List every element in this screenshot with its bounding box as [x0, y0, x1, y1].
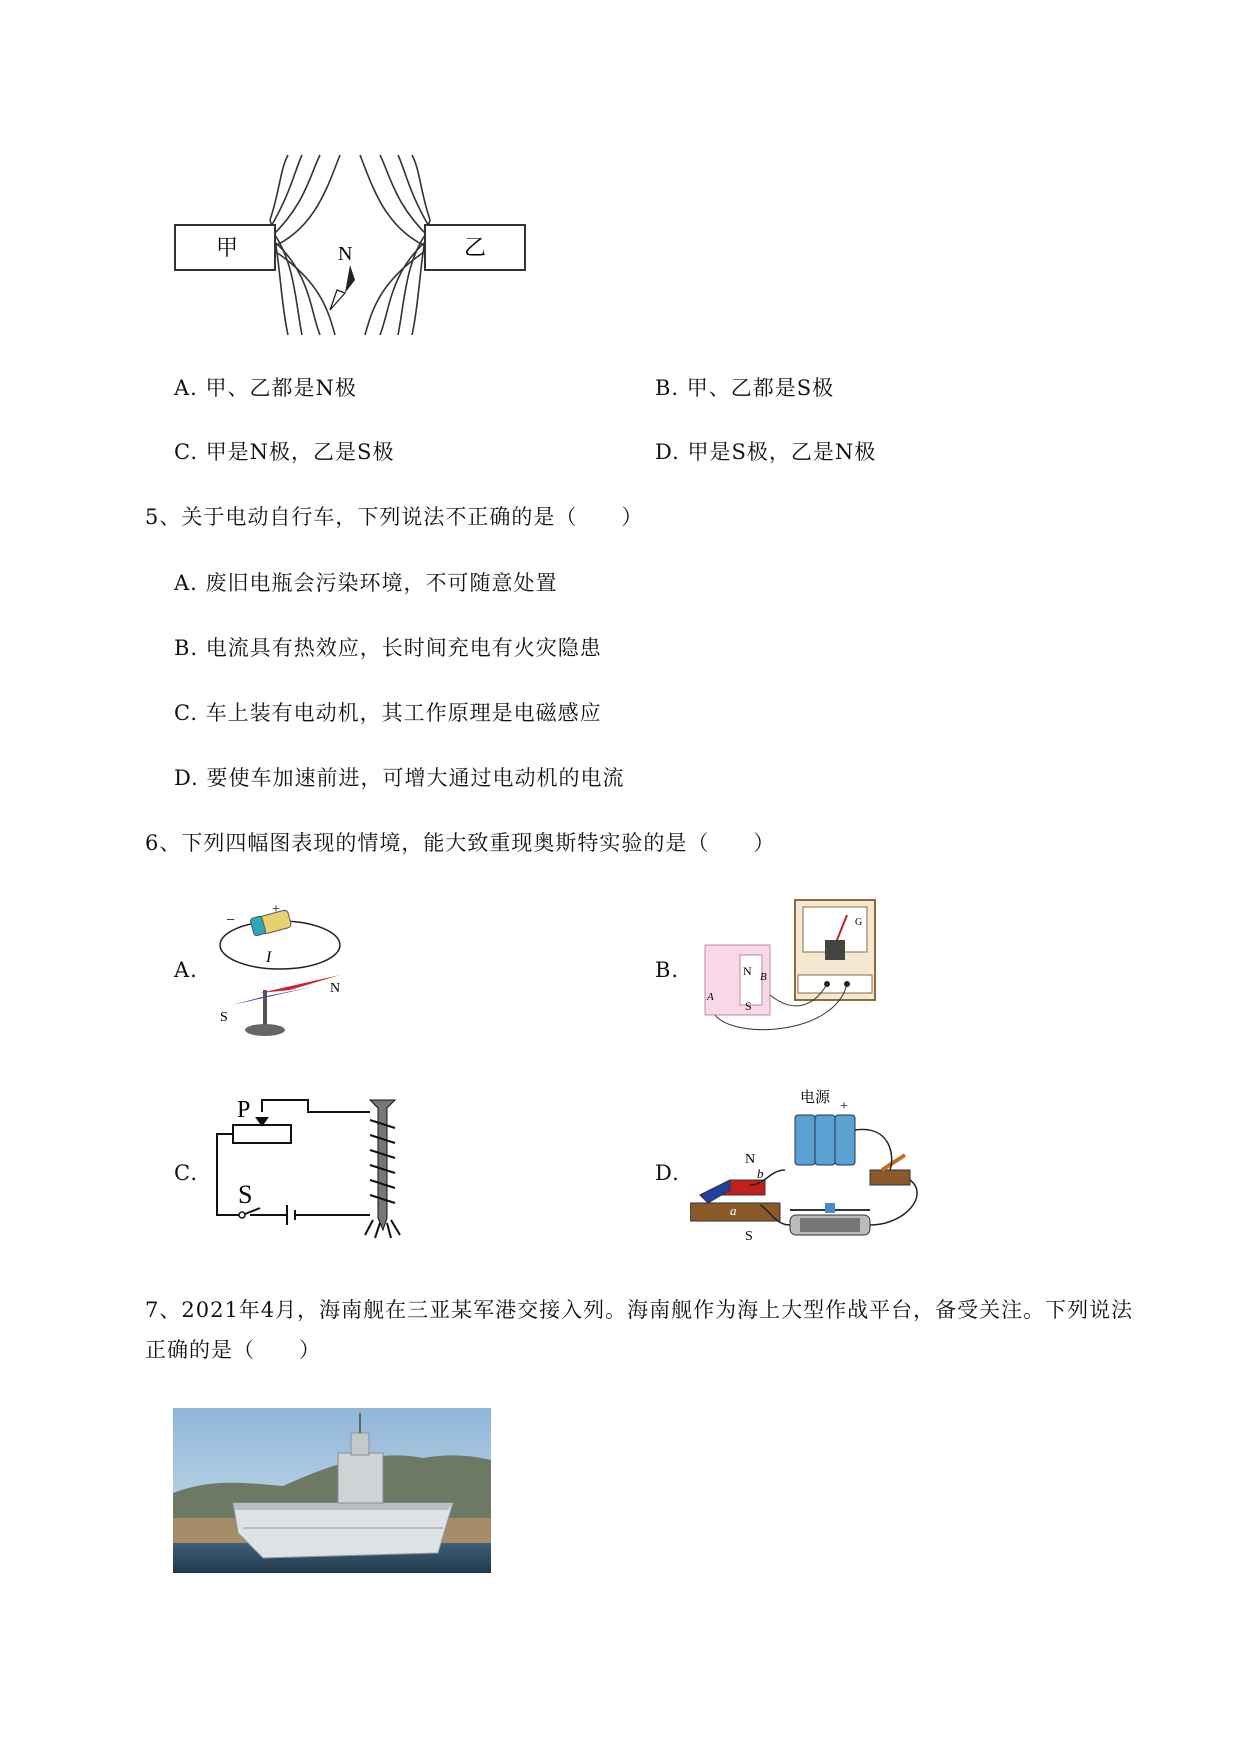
svg-text:−: −	[226, 912, 236, 929]
svg-text:a: a	[730, 1203, 737, 1218]
q6-stem: 6、下列四幅图表现的情境，能大致重现奥斯特实验的是（ ）	[145, 831, 776, 855]
magnet-left-label: 甲	[215, 235, 239, 260]
compass-needle-icon	[345, 265, 355, 293]
svg-text:S: S	[745, 999, 752, 1013]
q6-option-b-label: B.	[655, 958, 680, 982]
magnet-right-label: 乙	[463, 235, 487, 260]
svg-text:I: I	[266, 949, 272, 966]
svg-text:A: A	[707, 991, 714, 1003]
q4-option-b: B. 甲、乙都是S极	[655, 376, 835, 400]
galvanometer-induction-figure	[695, 895, 880, 1040]
svg-text:N: N	[743, 964, 752, 978]
q6-option-d-label: D.	[655, 1161, 680, 1185]
horseshoe-magnet-icon	[700, 1180, 765, 1203]
compass-needle-red-icon	[260, 975, 340, 993]
svg-text:N: N	[745, 1152, 756, 1167]
battery-pack-icon	[795, 1115, 855, 1165]
rheostat-icon	[790, 1203, 870, 1235]
hainan-warship-photo	[173, 1408, 491, 1573]
oersted-experiment-figure	[210, 895, 350, 1040]
svg-text:G: G	[855, 917, 863, 928]
compass-needle-blue-icon	[232, 987, 312, 1005]
q5-option-b: B. 电流具有热效应，长时间充电有火灾隐患	[174, 636, 602, 660]
knife-switch-icon	[870, 1170, 910, 1185]
q4-option-d: D. 甲是S极，乙是N极	[655, 440, 877, 464]
svg-text:+: +	[272, 902, 280, 917]
svg-text:P: P	[237, 1097, 251, 1123]
q5-option-d: D. 要使车加速前进，可增大通过电动机的电流	[174, 766, 625, 790]
iron-nail-icon	[370, 1100, 395, 1230]
svg-text:电源: 电源	[800, 1090, 831, 1106]
svg-text:N: N	[330, 981, 341, 996]
q5-option-a: A. 废旧电瓶会污染环境，不可随意处置	[174, 571, 558, 595]
magnet-field-figure	[170, 150, 530, 340]
needle-north-label: N	[338, 243, 353, 265]
motor-principle-figure	[690, 1085, 930, 1255]
q6-option-a-label: A.	[174, 958, 198, 982]
q4-option-a: A. 甲、乙都是N极	[174, 376, 357, 400]
q4-option-c: C. 甲是N极，乙是S极	[174, 440, 395, 464]
q5-option-c: C. 车上装有电动机，其工作原理是电磁感应	[174, 701, 602, 725]
q7-stem: 7、2021年4月，海南舰在三亚某军港交接入列。海南舰作为海上大型作战平台，备受关注。下列说法正确的是（ ）	[145, 1298, 1134, 1362]
svg-text:S: S	[238, 1180, 253, 1209]
q6-option-c-label: C.	[174, 1161, 198, 1185]
q5-stem: 5、关于电动自行车，下列说法不正确的是（ ）	[145, 505, 644, 529]
svg-text:b: b	[757, 1166, 764, 1181]
svg-text:B: B	[760, 971, 767, 983]
svg-text:+: +	[840, 1099, 848, 1114]
svg-text:S: S	[745, 1229, 753, 1244]
electromagnet-circuit-figure	[205, 1090, 405, 1240]
svg-text:S: S	[220, 1010, 228, 1025]
